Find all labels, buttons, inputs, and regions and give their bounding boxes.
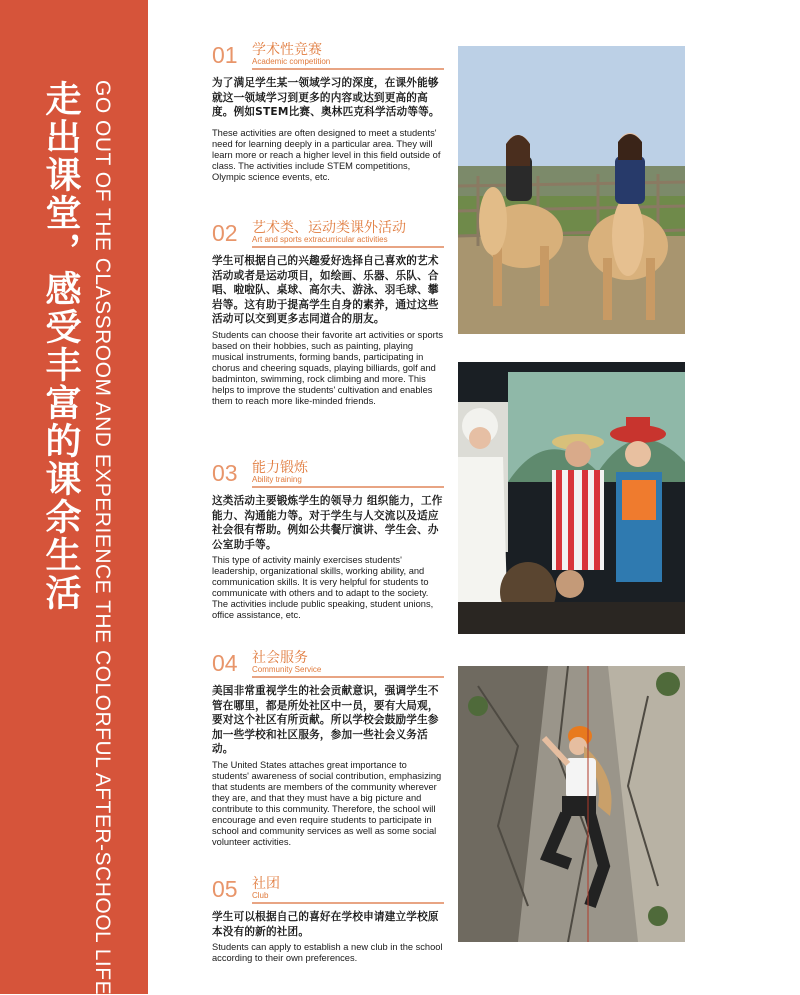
section-body-chinese: 为了满足学生某一领域学习的深度，在课外能够就这一领域学习到更多的内容或达到更高的高度。例如STEM比赛、奥林匹克科学活动等等。 (212, 77, 440, 118)
section-header (212, 876, 444, 910)
section-header (212, 460, 444, 494)
photo-stage-performance (458, 362, 685, 634)
section-subtitle: Community Service (252, 665, 322, 674)
section-header (212, 42, 444, 76)
section-rule (252, 902, 444, 904)
section-number: 02 (212, 220, 238, 246)
section-rule (252, 676, 444, 678)
section-body-english: This type of activity mainly exercises students' leadership, organizational skills, working ability, and communication skills. It is very helpful for students to communicate with others and to adapt to the society. The activities include public speaking, student unions, office assistance, etc. (212, 555, 434, 620)
section-club (212, 876, 444, 964)
section-body-chinese: 这类活动主要锻炼学生的领导力 组织能力，工作能力、沟通能力等。对于学生与人交流以及适应社会很有帮助。例如公共餐厅演讲、学生会、办公室助手等。 (212, 495, 443, 551)
section-number: 05 (212, 876, 238, 902)
section-body-english: These activities are often designed to meet a students' need for learning deeply in a particular area. They will learn more or reach a higher level in this field outside of class. The activities include STEM competitions, Olympic science events, etc. (212, 127, 441, 182)
photo-rock-climbing (458, 666, 685, 942)
section-number: 04 (212, 650, 238, 676)
section-body-english: Students can choose their favorite art activities or sports based on their hobbies, such as painting, playing musical instruments, forming bands, participating in chorus and cheering squads, playing billiards, golf and badminton, swimming, rock climbing and more. This helps to improve the students' cultivation and enables them to reach more like-minded friends. (212, 329, 443, 406)
section-title: 社会服务 (252, 650, 308, 666)
vertical-title-chinese: 走出课堂，感受丰富的课余生活 (40, 80, 81, 612)
photo-horse-riding (458, 46, 685, 334)
section-rule (252, 486, 444, 488)
section-header (212, 220, 444, 254)
section-body-chinese: 美国非常重视学生的社会贡献意识，强调学生不管在哪里，都是所处社区中一员，要有大局观，要对这个社区有所贡献。所以学校会鼓励学生参加一些学校和社区服务，参加一些社会义务活动。 (212, 685, 439, 755)
section-subtitle: Academic competition (252, 57, 331, 66)
section-number: 01 (212, 42, 238, 68)
section-number: 03 (212, 460, 238, 486)
section-rule (252, 68, 444, 70)
section-title: 艺术类、运动类课外活动 (252, 220, 406, 236)
section-ability-training (212, 460, 444, 621)
vertical-title-english: GO OUT OF THE CLASSROOM AND EXPERIENCE THE COLORFUL AFTER-SCHOOL LIFE (91, 80, 114, 995)
section-community-service (212, 650, 444, 848)
section-body-english: The United States attaches great importance to students' awareness of social contribution, emphasizing that students are members of the community wherever they are, and that they must have a big picture and contribute to this community. Therefore, the school will encourage and even require students to participate in school and community services as well as some social volunteer activities. (212, 759, 442, 847)
section-subtitle: Art and sports extracurricular activities (252, 235, 388, 244)
section-subtitle: Club (252, 891, 269, 900)
section-body-chinese: 学生可根据自己的兴趣爱好选择自己喜欢的艺术活动或者是运动项目，如绘画、乐器、乐队、合唱、啦啦队、桌球、高尔夫、游泳、羽毛球、攀岩等。这有助于提高学生自身的素养，通过这些活动可以交到更多志同道合的朋友。 (212, 255, 439, 325)
section-academic-competition (212, 42, 444, 183)
section-title: 学术性竞赛 (252, 42, 322, 58)
section-body-english: Students can apply to establish a new club in the school according to their own preferences. (212, 942, 443, 963)
section-art-sports (212, 220, 444, 407)
section-body-chinese: 学生可以根据自己的喜好在学校申请建立学校原本没有的新的社团。 (212, 911, 439, 938)
section-subtitle: Ability training (252, 475, 302, 484)
sidebar-banner (0, 0, 148, 994)
section-rule (252, 246, 444, 248)
section-header (212, 650, 444, 684)
section-title: 能力锻炼 (252, 460, 308, 476)
section-title: 社团 (252, 876, 280, 892)
